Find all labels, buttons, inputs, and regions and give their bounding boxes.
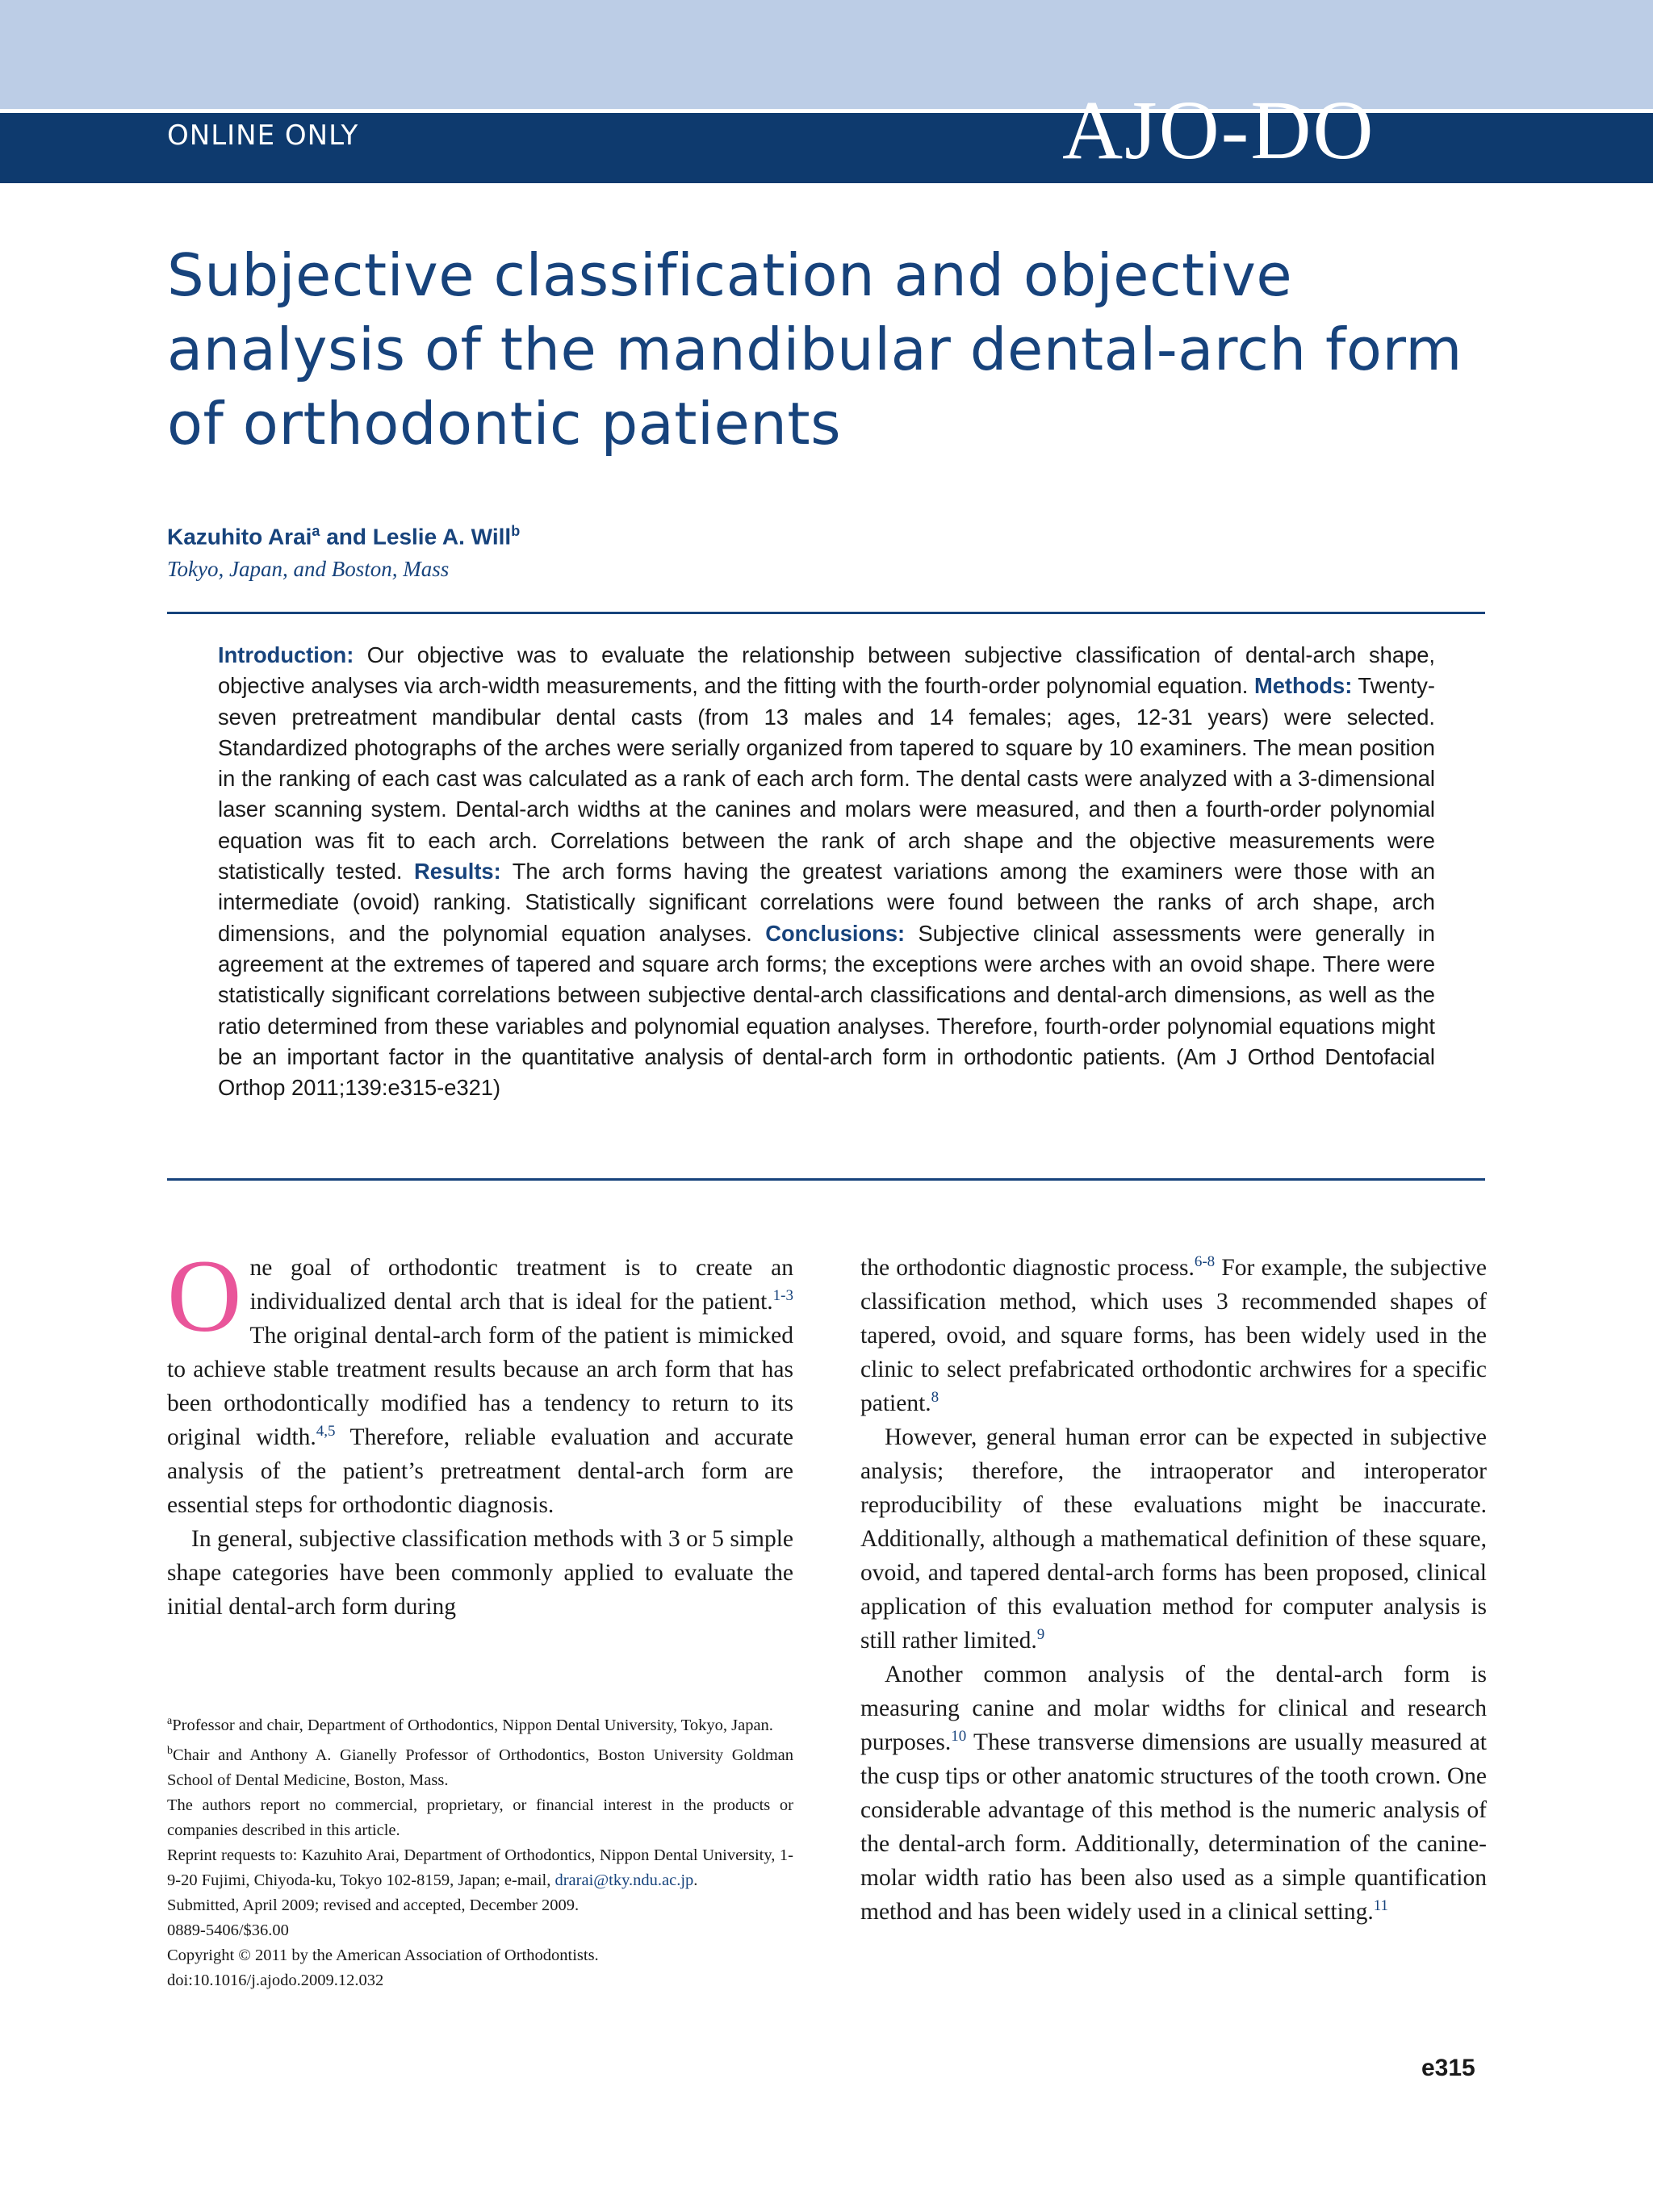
footnotes — [167, 1708, 793, 1993]
citation-link[interactable]: 1-3 — [772, 1287, 793, 1305]
body-text: the orthodontic diagnostic process. — [860, 1255, 1195, 1281]
body-text: These transverse dimensions are usually measured at the cusp tips or other anatomic structures of the tooth crown. One considerable advantage of this method is the numeric analysis of the dental-arch form. Additionally, determination of the canine-molar width ratio has been also used as a simple quantification method and has been widely used in a clinical setting. — [860, 1729, 1487, 1925]
footnote-text: Reprint requests to: Kazuhito Arai, Department of Orthodontics, Nippon Dental University, 1-9-20 Fujimi, Chiyoda-ku, Tokyo 102-8159, Japan; e-mail, — [167, 1846, 793, 1889]
abstract-intro: Our objective was to evaluate the relationship between subjective classification of dental-arch shape, objective analyses via arch-width measurements, and the fitting with the fourth-order polynomial equation. — [218, 642, 1435, 699]
abstract-bottom-rule — [167, 1178, 1485, 1181]
footnote-a — [167, 1708, 793, 1738]
citation-link[interactable]: 10 — [951, 1728, 967, 1746]
abstract-results-heading: Results: — [413, 859, 501, 884]
body-text: For example, the subjective classification method, which uses 3 recommended shapes of tapered, ovoid, and square forms, has been widely used in the clinic to select prefabricated orthodontic archwires for a specific patient. — [860, 1255, 1487, 1416]
footnote-text: Professor and chair, Department of Orthodontics, Nippon Dental University, Tokyo, Japan. — [172, 1716, 773, 1734]
footnote-copyright: Copyright © 2011 by the American Association of Orthodontists. — [167, 1946, 599, 1964]
body-paragraph-3 — [860, 1251, 1487, 1420]
journal-logo: AJO-DO — [1062, 84, 1375, 177]
citation-link[interactable]: 8 — [931, 1389, 939, 1407]
footnote-doi: doi:10.1016/j.ajodo.2009.12.032 — [167, 1971, 384, 1989]
abstract-conclusions: Subjective clinical assessments were generally in agreement at the extremes of tapered and square arch forms; the exceptions were arches with an ovoid shape. There were statistically significant correlations between subjective dental-arch classifications and dental-arch dimensions, as well as the ratio determined from these variables and polynomial equation analyses. Therefore, fourth-order polynomial equations might be an important factor in the quantitative analysis of dental-arch form in orthodontic patients. (Am J Orthod Dentofacial Orthop 2011;139:e315-e321) — [218, 920, 1435, 1101]
article-title: Subjective classification and objective analysis of the mandibular dental-arch form of orthodontic patients — [167, 241, 1463, 458]
abstract-results: The arch forms having the greatest variations among the examiners were those with an intermediate (ovoid) ranking. Statistically significant correlations were found between the ranks of arch shape, arch dimensions, and the polynomial equation analyses. — [218, 859, 1436, 946]
author-1: Kazuhito Arai — [167, 524, 312, 550]
footnote-submitted: Submitted, April 2009; revised and accepted, December 2009. — [167, 1896, 580, 1914]
abstract — [218, 640, 1435, 1103]
body-paragraph-4 — [860, 1420, 1487, 1658]
footnote-text: Chair and Anthony A. Gianelly Professor of Orthodontics, Boston University Goldman School of Dental Medicine, Boston, Mass. — [167, 1746, 793, 1789]
affiliation: Tokyo, Japan, and Boston, Mass — [167, 557, 450, 581]
body-text: Therefore, reliable evaluation and accurate analysis of the patient’s pretreatment dental-arch form are essential steps for orthodontic diagnosis. — [167, 1424, 794, 1518]
abstract-top-rule — [167, 612, 1485, 614]
authors — [167, 523, 520, 550]
body-paragraph-2: In general, subjective classification methods with 3 or 5 simple shape categories have been commonly applied to evaluate the initial dental-arch form during — [167, 1526, 793, 1620]
abstract-methods: Twenty-seven pretreatment mandibular dental casts (from 13 males and 14 females; ages, 12-31 years) were selected. Standardized photographs of the arches were serially organized from tapered to square by 10 examiners. The mean position in the ranking of each cast was calculated as a rank of each arch form. The dental casts were analyzed with a 3-dimensional laser scanning system. Dental-arch widths at the canines and molars were measured, and then a fourth-order polynomial equation was fit to each arch. Correlations between the rank of arch shape and the objective measurements were statistically tested. — [218, 673, 1435, 884]
citation-link[interactable]: 11 — [1373, 1897, 1389, 1915]
body-text: The original dental-arch form of the patient is mimicked to achieve stable treatment results because an arch form that has been orthodontically modified has a tendency to return to its original width. — [167, 1323, 793, 1450]
citation-link[interactable]: 6-8 — [1194, 1253, 1216, 1271]
author-2: Leslie A. Will — [372, 524, 512, 550]
abstract-intro-heading: Introduction: — [218, 642, 354, 667]
citation-link[interactable]: 9 — [1036, 1626, 1045, 1644]
footnote-mark: a — [167, 1715, 173, 1727]
body-paragraph-1 — [167, 1239, 794, 1522]
page-number: e315 — [1421, 2055, 1475, 2081]
author-conjunction: and — [320, 524, 373, 550]
body-column-right — [860, 1251, 1487, 1929]
drop-cap: O — [167, 1239, 242, 1353]
footnote-issn: 0889-5406/$36.00 — [167, 1921, 289, 1939]
body-text: Another common analysis of the dental-arch form is measuring canine and molar widths for clinical and research purposes. — [860, 1662, 1487, 1755]
author-2-affil-mark: b — [511, 523, 521, 539]
citation-link[interactable]: 4,5 — [316, 1423, 336, 1441]
body-column-left — [167, 1239, 794, 1624]
email-link[interactable]: drarai@tky.ndu.ac.jp — [554, 1871, 694, 1889]
header-band — [0, 0, 1653, 109]
abstract-methods-heading: Methods: — [1253, 673, 1353, 699]
abstract-conclusions-heading: Conclusions: — [765, 920, 906, 946]
footnote-disclosure: The authors report no commercial, proprietary, or financial interest in the products or companies described in this article. — [167, 1796, 793, 1839]
body-paragraph-5 — [860, 1658, 1487, 1929]
body-text: ne goal of orthodontic treatment is to create an individualized dental arch that is ideal for the patient. — [249, 1255, 793, 1315]
online-only-label: ONLINE ONLY — [167, 119, 359, 152]
body-text: However, general human error can be expected in subjective analysis; therefore, the intraoperator and interoperator reproducibility of these evaluations might be inaccurate. Additionally, although a mathematical definition of these square, ovoid, and tapered dental-arch forms has been proposed, clinical application of this evaluation method for computer analysis is still rather limited. — [860, 1424, 1487, 1654]
footnote-b — [167, 1738, 793, 1793]
footnote-mark: b — [167, 1744, 173, 1757]
author-1-affil-mark: a — [312, 523, 320, 539]
footnote-text: . — [693, 1871, 698, 1889]
footnote-reprint — [167, 1843, 793, 1893]
